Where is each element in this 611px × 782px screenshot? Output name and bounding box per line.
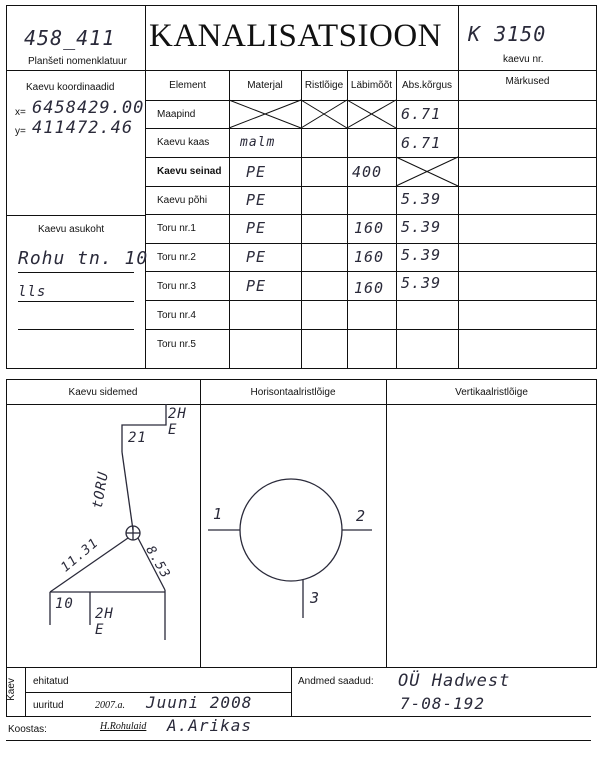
compiled-label: Koostas: (8, 724, 47, 735)
row-elevation: 5.39 (401, 218, 442, 236)
pipe-label: 2 (356, 507, 367, 525)
ties-top-distance: 21 (128, 430, 147, 446)
data-source: OÜ Hadwest (398, 671, 511, 691)
built-label: ehitatud (33, 676, 69, 687)
ties-top-box: 2H E (168, 406, 187, 438)
location-label: Kaevu asukoht (38, 224, 105, 235)
row-element: Maapind (157, 109, 196, 120)
ties-right-distance: 8.53 (142, 543, 173, 582)
table-header-cell: Materjal (247, 80, 283, 91)
ties-line-label: tORU (89, 470, 113, 510)
surveyed-hand: Juuni 2008 (146, 693, 253, 712)
x-value: 6458429.00 (32, 98, 145, 118)
row-elevation: 5.39 (401, 190, 442, 208)
well-label: kaevu nr. (503, 54, 544, 65)
ties-label: Kaevu sidemed (68, 387, 138, 398)
location-line1: Rohu tn. 10 (18, 248, 149, 269)
page-title: KANALISATSIOON (149, 18, 442, 54)
surveyed-label: uuritud (33, 700, 64, 711)
row-elevation: 5.39 (401, 274, 442, 292)
ties-bottom-distance: 10 (55, 596, 74, 612)
well-footer-label: Kaev (5, 678, 17, 701)
horizontal-label: Horisontaalristlõige (250, 387, 336, 398)
row-element: Toru nr.4 (157, 310, 196, 321)
row-material: PE (246, 191, 267, 209)
row-element: Toru nr.2 (157, 252, 196, 263)
row-element: Toru nr.1 (157, 223, 196, 234)
row-elevation: 6.71 (401, 105, 442, 123)
row-element: Kaevu põhi (157, 195, 208, 206)
table-header-cell: Abs.kõrgus (401, 80, 453, 91)
surveyed-year: 2007.a. (95, 700, 125, 711)
row-diameter: 160 (354, 248, 385, 266)
row-element: Toru nr.3 (157, 281, 196, 292)
pipe-label: 3 (310, 589, 321, 607)
well-number: K 3150 (468, 22, 547, 46)
row-material: PE (246, 277, 267, 295)
row-material: malm (240, 135, 276, 150)
compiled-sign: A.Arikas (167, 716, 253, 735)
coordinates-label: Kaevu koordinaadid (26, 82, 115, 93)
data-label: Andmed saadud: (298, 676, 374, 687)
ties-left-distance: 11.31 (58, 535, 102, 576)
row-elevation: 6.71 (401, 134, 442, 152)
row-elevation: 5.39 (401, 246, 442, 264)
sheet-code: 458_411 (24, 26, 116, 50)
divider (6, 740, 591, 741)
compiled-name: H.Rohulaid (100, 721, 147, 732)
row-element: Kaevu seinad (157, 166, 222, 177)
row-element: Toru nr.5 (157, 339, 196, 350)
table-header-cell: Läbimõõt (350, 80, 393, 91)
x-prefix: x= (15, 107, 26, 118)
location-line2: lls (18, 284, 47, 300)
sheet-label: Planšeti nomenklatuur (28, 56, 127, 67)
row-material: PE (246, 163, 267, 181)
y-prefix: y= (15, 126, 26, 137)
row-diameter: 400 (352, 163, 383, 181)
row-material: PE (246, 219, 267, 237)
ties-bottom-box: 2H E (95, 606, 114, 638)
divider (291, 668, 292, 716)
row-diameter: 160 (354, 279, 385, 297)
table-header-cell: Ristlõige (304, 80, 344, 91)
row-diameter: 160 (354, 219, 385, 237)
row-material: PE (246, 248, 267, 266)
divider (6, 716, 591, 717)
table-header-cell: Märkused (505, 76, 550, 87)
table-header-cell: Element (169, 80, 206, 91)
data-ref: 7-08-192 (400, 694, 486, 713)
row-element: Kaevu kaas (157, 137, 210, 148)
pipe-label: 1 (213, 505, 224, 523)
vertical-label: Vertikaalristlõige (455, 387, 528, 398)
y-value: 411472.46 (32, 118, 134, 138)
